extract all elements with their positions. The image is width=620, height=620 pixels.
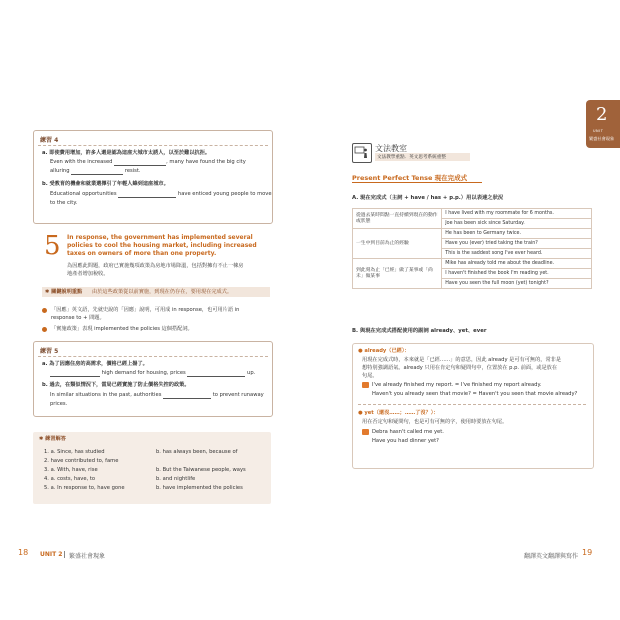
- already-line-3: 句尾。: [362, 373, 378, 379]
- page-number-left: 18: [18, 548, 29, 557]
- note-1-line-2: response to + 問題。: [51, 315, 105, 321]
- example-sentence: Joe has been sick since Saturday.: [442, 219, 592, 229]
- already-heading: ● already（已經）：: [358, 348, 410, 354]
- divider: [352, 182, 482, 183]
- usage-table-cell: 一生中到目前為止的經驗: [353, 229, 442, 259]
- example-sentence: Have you (ever) tried taking the train?: [442, 239, 592, 249]
- yet-line-1: 用在否定句和疑問句，也是可有可無的字，使用時要放在句尾。: [362, 419, 508, 425]
- ex5-a-line1: high demand for housing, prices up.: [50, 370, 255, 377]
- already-line-2: 想特別強調語氣。already 只用在肯定句和疑問句中，位置放在 p.p. 前面，或是放在: [362, 365, 558, 371]
- usage-table-cell: 從過去某時間點一直持續到現在的動作或狀態: [353, 209, 442, 229]
- answer-row: 3. a. With, have, rise: [44, 467, 98, 473]
- unit-title: 繁盛社會現象: [69, 553, 106, 560]
- paragraph-en-2: policies to cool the housing market, including increased: [67, 242, 257, 249]
- paragraph-en-3: taxes on owners of more than one property.: [67, 250, 217, 257]
- example-icon: [362, 382, 369, 388]
- exercise-4-box: [33, 130, 273, 224]
- already-line-1: 用現在完成式時，本來就是「已經……」的意思，因此 already 是可有可無的，常非是: [362, 357, 562, 363]
- paragraph-zh-1: 為因應此問題，政府已實施幾項政策為房地市場降溫，包括對擁有不止一棟房: [67, 263, 244, 269]
- answer-blank[interactable]: [187, 371, 245, 377]
- example-sentence: Have you seen the full moon (yet) tonight?: [442, 279, 592, 289]
- classroom-subtitle: 文法教學重點．英文思考系統重整: [377, 154, 446, 160]
- ex5-a-prompt: a. 為了因應住房的高需求，價格已經上揚了。: [42, 361, 148, 367]
- divider: [64, 551, 65, 558]
- page-number-right: 19: [582, 548, 593, 557]
- ex5-b-prompt: b. 過去，在類似情況下，當局已經實施了防止價格失控的政策。: [42, 382, 190, 388]
- answer-row: 1. a. Since, has studied: [44, 449, 105, 455]
- answer-blank[interactable]: [114, 160, 166, 166]
- yet-example-2: Have you had dinner yet?: [372, 438, 439, 444]
- ex4-b-line1: Educational opportunities have enticed young people to move: [50, 191, 272, 197]
- unit-tab-label: 繁盛社會現象: [589, 136, 615, 141]
- already-example-2: Haven't you already seen that movie? = Haven't you seen that movie already?: [372, 391, 578, 397]
- answer-row: b. But the Taiwanese people, ways: [156, 467, 246, 473]
- answers-title: ✱ 練習解答: [39, 436, 66, 442]
- answer-row: 5. a. In response to, have gone: [44, 485, 125, 491]
- exercise-5-title: 練習 5: [40, 348, 59, 355]
- unit-tab-number: 2: [596, 104, 608, 125]
- ex5-b-line1: In similar situations in the past, authorities to prevent runaway: [50, 392, 264, 398]
- section-a-title: A. 現在完成式（主詞 + have / has + p.p.）用以表達之狀況: [352, 195, 504, 201]
- example-sentence: Mike has already told me about the deadline.: [442, 259, 592, 269]
- teacher-icon: [354, 145, 368, 159]
- answer-row: b. have implemented the policies: [156, 485, 243, 491]
- note-1-line-1: 「因應」英文語，先就史說的「因應」說明，可用成 in response，也可用片語 in: [51, 307, 240, 313]
- example-sentence: He has been to Germany twice.: [442, 229, 592, 239]
- note-2-line-1: 「實施政策」表現 implemented the policies 這個搭配詞。: [51, 326, 193, 332]
- ex4-b-line2: to the city.: [50, 200, 78, 206]
- ex4-b-prompt: b. 受教育的機會和就業選擇引了年輕人蜂到這座城市。: [42, 181, 169, 187]
- answer-row: b. has always been, because of: [156, 449, 238, 455]
- already-example-1: I've already finished my report. = I've finished my report already.: [372, 381, 542, 388]
- ex4-a-line1: Even with the increased , many have found the big city: [50, 159, 246, 165]
- ex5-b-line2: prices.: [50, 401, 68, 407]
- answer-blank[interactable]: [71, 169, 123, 175]
- unit-label: UNIT 2: [40, 551, 63, 558]
- exercise-5-box: [33, 341, 273, 417]
- usage-table-cell: 到此刻為止「已經」做了某事或「尚未」做某事: [353, 259, 442, 289]
- usage-table: [352, 208, 592, 289]
- answer-row: b. and nightlife: [156, 476, 196, 482]
- note-bullet-icon: [42, 327, 47, 332]
- paragraph-en-1: In response, the government has implemented several: [67, 234, 253, 241]
- example-sentence: I have lived with my roommate for 6 months.: [442, 209, 592, 219]
- section-b-title: B. 與現在完成式搭配使用的副詞 already、yet、ever: [352, 328, 487, 334]
- classroom-title: 文法教室: [375, 144, 407, 153]
- key-point-text: 由於這些政策從以前實施，到現在仍存在，要用現在完成式。: [92, 288, 233, 295]
- ex4-a-prompt: a. 即使費用增加，許多人還是認為這座大城市太誘人，以至於難以抗拒。: [42, 150, 211, 156]
- example-sentence: This is the saddest song I've ever heard.: [442, 249, 592, 259]
- example-sentence: I haven't finished the book I'm reading yet.: [442, 269, 592, 279]
- book-title: 翻譯英文翻譯與寫作: [524, 553, 579, 560]
- key-point-label: ✱ 關鍵說明重點: [45, 288, 83, 295]
- ex4-a-line2: alluring resist.: [50, 168, 141, 174]
- unit-tab-sub: UNIT: [593, 129, 604, 133]
- example-icon: [362, 429, 369, 435]
- divider: [38, 145, 268, 146]
- answer-row: 2. have contributed to, fame: [44, 458, 119, 464]
- paragraph-number: 5: [44, 231, 61, 261]
- divider: [38, 356, 268, 357]
- divider: [358, 404, 586, 405]
- exercise-4-title: 練習 4: [40, 137, 59, 144]
- answer-blank[interactable]: [50, 371, 100, 377]
- answer-blank[interactable]: [163, 393, 211, 399]
- yet-heading: ● yet（還沒……；……了沒？）：: [358, 410, 439, 416]
- answer-row: 4. a. costs, have, to: [44, 476, 96, 482]
- answer-blank[interactable]: [118, 192, 176, 198]
- paragraph-zh-2: 地產者增加稅收。: [67, 271, 109, 277]
- right-page: [310, 0, 620, 620]
- note-bullet-icon: [42, 308, 47, 313]
- yet-example-1: Debra hasn't called me yet.: [372, 428, 444, 435]
- section-heading: Present Perfect Tense 現在完成式: [352, 174, 468, 182]
